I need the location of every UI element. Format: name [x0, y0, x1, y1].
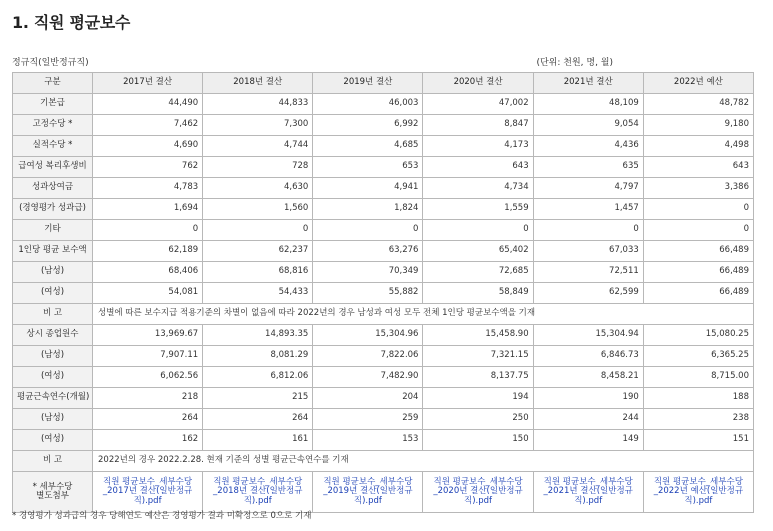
table-cell: 72,511 — [533, 262, 643, 283]
page-title: 1. 직원 평균보수 — [12, 13, 131, 32]
table-row — [13, 409, 754, 430]
note-row — [13, 451, 754, 472]
table-cell: 14,893.35 — [203, 325, 313, 346]
table-row — [13, 136, 754, 157]
table-cell: 9,054 — [533, 115, 643, 136]
footnote: * 경영평가 성과급의 경우 당해연도 예산은 경영평가 결과 미확정으로 0으로 기재 — [12, 511, 312, 521]
header-row — [13, 73, 754, 94]
row-label: (여성) — [13, 283, 93, 304]
table-cell: 7,321.15 — [423, 346, 533, 367]
table-cell: 643 — [423, 157, 533, 178]
table-cell: 0 — [643, 199, 753, 220]
table-cell: 67,033 — [533, 241, 643, 262]
table-cell: 65,402 — [423, 241, 533, 262]
table-cell: 204 — [313, 388, 423, 409]
row-label: (여성) — [13, 367, 93, 388]
table-cell: 7,462 — [93, 115, 203, 136]
column-header: 구분 — [13, 73, 93, 94]
table-cell: 4,690 — [93, 136, 203, 157]
table-cell: 4,436 — [533, 136, 643, 157]
row-label: 평균근속연수(개월) — [13, 388, 93, 409]
table-cell: 762 — [93, 157, 203, 178]
table-cell: 7,822.06 — [313, 346, 423, 367]
row-label: (남성) — [13, 262, 93, 283]
table-cell: 68,406 — [93, 262, 203, 283]
table-cell: 218 — [93, 388, 203, 409]
table-row — [13, 283, 754, 304]
table-cell: 7,482.90 — [313, 367, 423, 388]
table-cell: 643 — [643, 157, 753, 178]
table-cell: 161 — [203, 430, 313, 451]
table-cell: 72,685 — [423, 262, 533, 283]
table-cell: 66,489 — [643, 283, 753, 304]
unit-label: (단위: 천원, 명, 월) — [536, 58, 613, 68]
row-label: 성과상여금 — [13, 178, 93, 199]
table-cell: 6,062.56 — [93, 367, 203, 388]
table-cell: 4,630 — [203, 178, 313, 199]
column-header: 2021년 결산 — [533, 73, 643, 94]
table-row — [13, 157, 754, 178]
table-cell: 58,849 — [423, 283, 533, 304]
attachment-link-2019[interactable]: 직원 평균보수_세부수당_2019년 결산(일반정규직).pdf — [313, 472, 423, 513]
table-cell: 7,907.11 — [93, 346, 203, 367]
table-cell: 62,189 — [93, 241, 203, 262]
table-cell: 1,560 — [203, 199, 313, 220]
row-label: 상시 종업원수 — [13, 325, 93, 346]
table-cell: 48,109 — [533, 94, 643, 115]
table-cell: 62,237 — [203, 241, 313, 262]
table-cell: 153 — [313, 430, 423, 451]
table-cell: 4,941 — [313, 178, 423, 199]
row-label: (경영평가 성과급) — [13, 199, 93, 220]
table-cell: 6,992 — [313, 115, 423, 136]
table-cell: 244 — [533, 409, 643, 430]
table-cell: 215 — [203, 388, 313, 409]
table-cell: 54,433 — [203, 283, 313, 304]
table-row — [13, 367, 754, 388]
table-cell: 0 — [313, 220, 423, 241]
note-label: 비 고 — [13, 304, 93, 325]
row-label: (여성) — [13, 430, 93, 451]
table-cell: 15,458.90 — [423, 325, 533, 346]
table-row — [13, 325, 754, 346]
table-cell: 194 — [423, 388, 533, 409]
table-cell: 635 — [533, 157, 643, 178]
table-cell: 4,797 — [533, 178, 643, 199]
table-cell: 264 — [93, 409, 203, 430]
table-row — [13, 220, 754, 241]
table-cell: 54,081 — [93, 283, 203, 304]
table-row — [13, 178, 754, 199]
attachment-label-line1: * 세부수당 — [32, 481, 73, 492]
table-cell: 6,812.06 — [203, 367, 313, 388]
table-cell: 4,744 — [203, 136, 313, 157]
table-cell: 1,457 — [533, 199, 643, 220]
row-label: 고정수당 * — [13, 115, 93, 136]
table-cell: 44,833 — [203, 94, 313, 115]
table-cell: 6,365.25 — [643, 346, 753, 367]
column-header: 2020년 결산 — [423, 73, 533, 94]
table-cell: 0 — [643, 220, 753, 241]
note-label: 비 고 — [13, 451, 93, 472]
attachment-row — [13, 472, 754, 513]
table-cell: 728 — [203, 157, 313, 178]
table-cell: 188 — [643, 388, 753, 409]
table-cell: 238 — [643, 409, 753, 430]
table-cell: 15,304.94 — [533, 325, 643, 346]
table-cell: 4,734 — [423, 178, 533, 199]
table-cell: 190 — [533, 388, 643, 409]
note-text: 2022년의 경우 2022.2.28. 현재 기준의 성별 평균근속연수를 기재 — [93, 451, 754, 472]
row-label: 실적수당 * — [13, 136, 93, 157]
table-cell: 0 — [93, 220, 203, 241]
table-cell: 4,783 — [93, 178, 203, 199]
table-cell: 8,847 — [423, 115, 533, 136]
table-cell: 8,458.21 — [533, 367, 643, 388]
table-cell: 47,002 — [423, 94, 533, 115]
table-cell: 63,276 — [313, 241, 423, 262]
table-cell: 48,782 — [643, 94, 753, 115]
table-cell: 62,599 — [533, 283, 643, 304]
table-row — [13, 346, 754, 367]
table-cell: 259 — [313, 409, 423, 430]
table-cell: 7,300 — [203, 115, 313, 136]
row-label: 1인당 평균 보수액 — [13, 241, 93, 262]
table-cell: 4,498 — [643, 136, 753, 157]
row-label: 기본급 — [13, 94, 93, 115]
note-row — [13, 304, 754, 325]
attachment-label — [13, 472, 93, 513]
table-cell: 4,173 — [423, 136, 533, 157]
table-cell: 149 — [533, 430, 643, 451]
table-row — [13, 430, 754, 451]
row-label: (남성) — [13, 346, 93, 367]
table-cell: 46,003 — [313, 94, 423, 115]
table-cell: 0 — [203, 220, 313, 241]
table-cell: 150 — [423, 430, 533, 451]
row-label: 기타 — [13, 220, 93, 241]
table-row — [13, 262, 754, 283]
attachment-link-2022[interactable]: 직원 평균보수_세부수당_2022년 예산(일반정규직).pdf — [643, 472, 753, 513]
table-cell: 66,489 — [643, 262, 753, 283]
table-cell: 264 — [203, 409, 313, 430]
table-cell: 66,489 — [643, 241, 753, 262]
table-row — [13, 94, 754, 115]
attachment-link-2020[interactable]: 직원 평균보수_세부수당_2020년 결산(일반정규직).pdf — [423, 472, 533, 513]
table-cell: 6,846.73 — [533, 346, 643, 367]
table-cell: 70,349 — [313, 262, 423, 283]
table-cell: 13,969.67 — [93, 325, 203, 346]
attachment-link-2021[interactable]: 직원 평균보수_세부수당_2021년 결산(일반정규직).pdf — [533, 472, 643, 513]
table-cell: 55,882 — [313, 283, 423, 304]
row-label: 급여성 복리후생비 — [13, 157, 93, 178]
table-cell: 1,824 — [313, 199, 423, 220]
table-cell: 44,490 — [93, 94, 203, 115]
table-cell: 8,081.29 — [203, 346, 313, 367]
table-cell: 8,137.75 — [423, 367, 533, 388]
table-cell: 250 — [423, 409, 533, 430]
salary-table — [12, 72, 754, 513]
employment-type-label: 정규직(일반정규직) — [12, 58, 89, 68]
table-cell: 15,080.25 — [643, 325, 753, 346]
column-header: 2019년 결산 — [313, 73, 423, 94]
table-cell: 8,715.00 — [643, 367, 753, 388]
attachment-link-2018[interactable]: 직원 평균보수_세부수당_2018년 결산(일반정규직).pdf — [203, 472, 313, 513]
table-cell: 15,304.96 — [313, 325, 423, 346]
table-row — [13, 115, 754, 136]
table-cell: 1,694 — [93, 199, 203, 220]
table-row — [13, 388, 754, 409]
table-row — [13, 199, 754, 220]
column-header: 2017년 결산 — [93, 73, 203, 94]
table-cell: 68,816 — [203, 262, 313, 283]
table-cell: 4,685 — [313, 136, 423, 157]
row-label: (남성) — [13, 409, 93, 430]
table-row — [13, 241, 754, 262]
table-cell: 9,180 — [643, 115, 753, 136]
attachment-label-line2: 별도첨부 — [36, 491, 69, 501]
table-cell: 162 — [93, 430, 203, 451]
attachment-link-2017[interactable]: 직원 평균보수_세부수당_2017년 결산(일반정규직).pdf — [93, 472, 203, 513]
table-cell: 3,386 — [643, 178, 753, 199]
column-header: 2022년 예산 — [643, 73, 753, 94]
note-text: 성별에 따른 보수지급 적용기준의 차별이 없음에 따라 2022년의 경우 남성과 여성 모두 전체 1인당 평균보수액을 기재 — [93, 304, 754, 325]
table-cell: 151 — [643, 430, 753, 451]
table-cell: 0 — [533, 220, 643, 241]
column-header: 2018년 결산 — [203, 73, 313, 94]
table-cell: 0 — [423, 220, 533, 241]
table-cell: 1,559 — [423, 199, 533, 220]
table-cell: 653 — [313, 157, 423, 178]
